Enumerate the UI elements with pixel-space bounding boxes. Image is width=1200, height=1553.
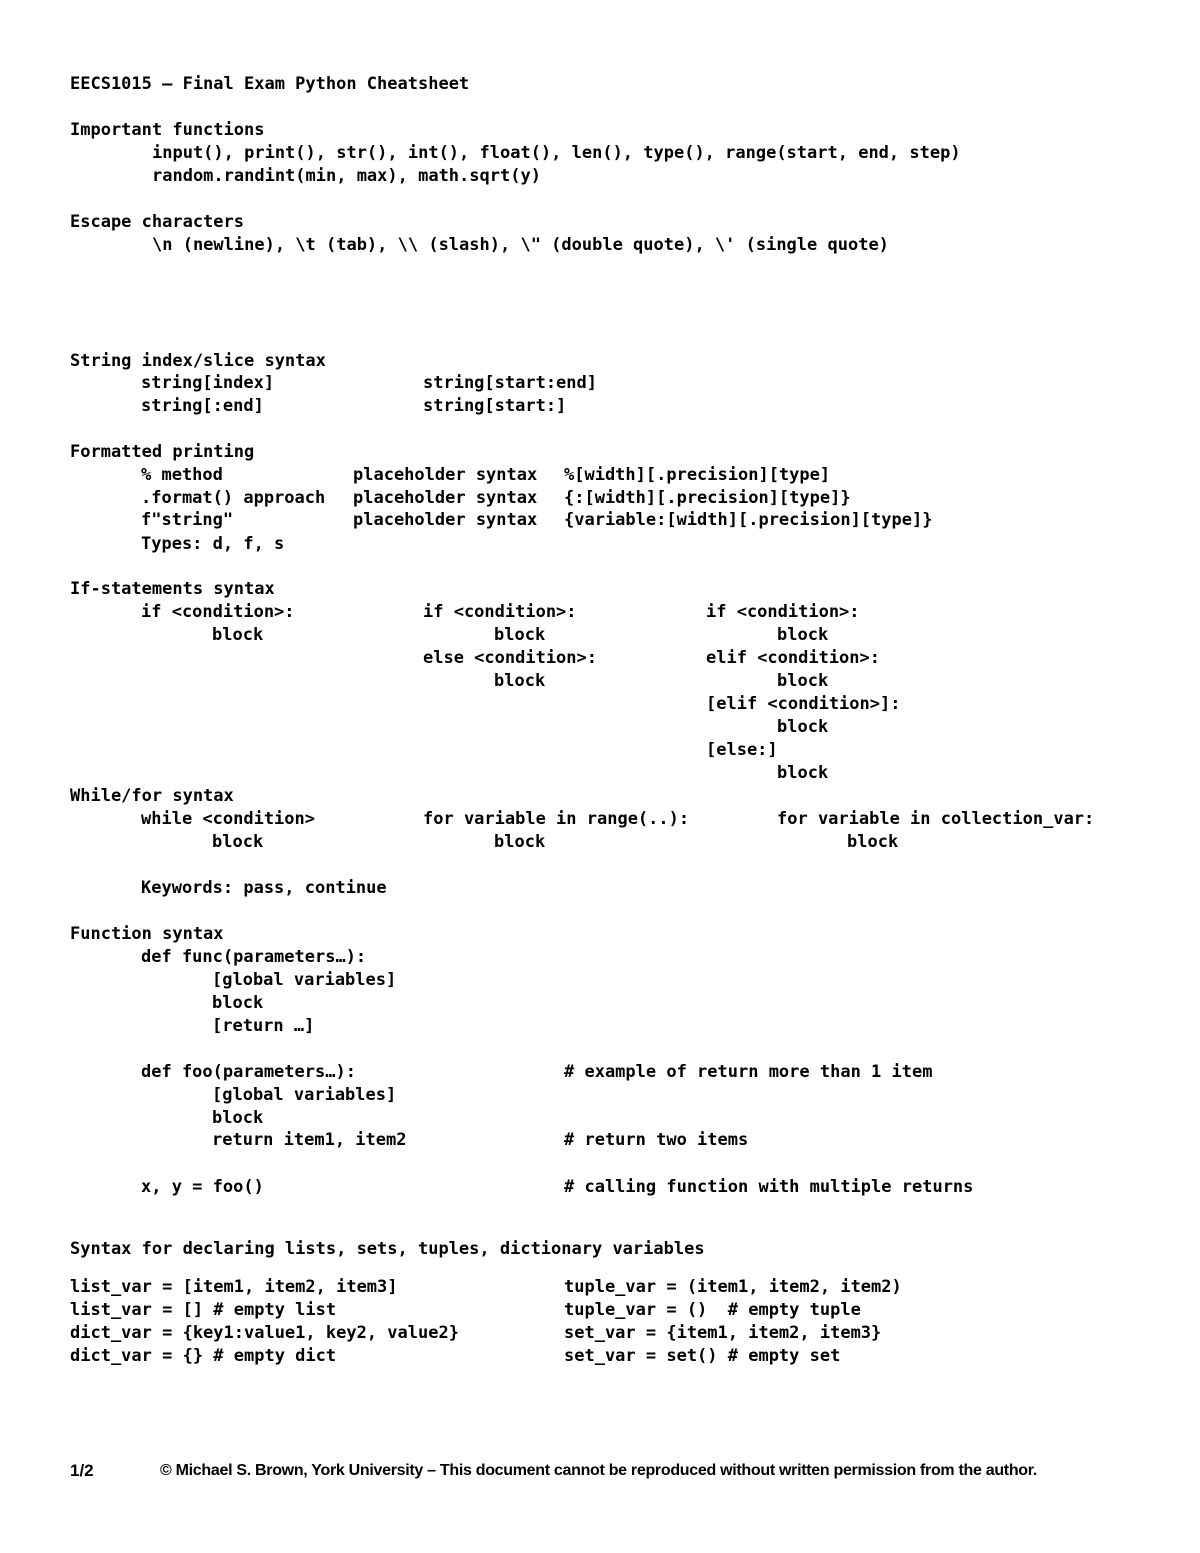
if-col1-line: block bbox=[212, 625, 264, 645]
string-slice-heading: String index/slice syntax bbox=[70, 351, 326, 371]
format-syntax-format: {:[width][.precision][type]} bbox=[564, 488, 851, 508]
function-syntax-heading: Function syntax bbox=[70, 924, 224, 944]
escape-characters-line: \n (newline), \t (tab), \\ (slash), \" (double quote), \' (single quote) bbox=[152, 235, 889, 255]
format-syntax-fstring: {variable:[width][.precision][type]} bbox=[564, 510, 933, 530]
loop-keywords: Keywords: pass, continue bbox=[141, 878, 387, 898]
format-syntax-percent: %[width][.precision][type] bbox=[564, 465, 831, 485]
escape-characters-heading: Escape characters bbox=[70, 212, 244, 232]
format-label-fstring: placeholder syntax bbox=[353, 510, 538, 530]
def-foo-line: block bbox=[212, 1108, 264, 1128]
string-slice-end: string[:end] bbox=[141, 396, 264, 416]
if-col3-line: block bbox=[777, 625, 829, 645]
for-range-line: for variable in range(..): bbox=[423, 809, 690, 829]
function-call-line: x, y = foo() bbox=[141, 1177, 264, 1197]
string-slice-start: string[start:] bbox=[423, 396, 567, 416]
if-col3-line: block bbox=[777, 763, 829, 783]
string-slice-start-end: string[start:end] bbox=[423, 373, 597, 393]
format-method-percent: % method bbox=[141, 465, 223, 485]
if-col2-line: if <condition>: bbox=[423, 602, 577, 622]
if-col3-line: elif <condition>: bbox=[706, 648, 880, 668]
for-collection-line: for variable in collection_var: bbox=[777, 809, 1095, 829]
if-col1-line: if <condition>: bbox=[141, 602, 295, 622]
format-label-percent: placeholder syntax bbox=[353, 465, 538, 485]
if-col2-line: block bbox=[494, 671, 546, 691]
def-foo-line: return item1, item2 bbox=[212, 1130, 407, 1150]
function-call-comment: # calling function with multiple returns bbox=[564, 1177, 974, 1197]
collections-left-line: list_var = [item1, item2, item3] bbox=[70, 1277, 398, 1297]
format-method-fstring: f"string" bbox=[141, 510, 234, 530]
page-title: EECS1015 – Final Exam Python Cheatsheet bbox=[70, 74, 470, 94]
if-statements-heading: If-statements syntax bbox=[70, 579, 275, 599]
collections-right-line: set_var = set() # empty set bbox=[564, 1346, 841, 1366]
if-col3-line: block bbox=[777, 717, 829, 737]
while-col1-line: block bbox=[212, 832, 264, 852]
while-col1-line: while <condition> bbox=[141, 809, 315, 829]
copyright-notice: © Michael S. Brown, York University – This document cannot be reproduced without written permission from the author. bbox=[160, 1462, 1037, 1479]
def-func-line: def func(parameters…): bbox=[141, 947, 367, 967]
important-functions-line-1: input(), print(), str(), int(), float(), len(), type(), range(start, end, step) bbox=[152, 143, 961, 163]
collections-right-line: tuple_var = (item1, item2, item2) bbox=[564, 1277, 902, 1297]
string-slice-index: string[index] bbox=[141, 373, 275, 393]
collections-left-line: list_var = [] # empty list bbox=[70, 1300, 337, 1320]
collections-right-line: set_var = {item1, item2, item3} bbox=[564, 1323, 882, 1343]
for-range-line: block bbox=[494, 832, 546, 852]
formatted-printing-heading: Formatted printing bbox=[70, 442, 255, 462]
def-func-line: [return …] bbox=[212, 1016, 315, 1036]
collections-heading: Syntax for declaring lists, sets, tuples, dictionary variables bbox=[70, 1239, 705, 1259]
collections-left-line: dict_var = {} # empty dict bbox=[70, 1346, 337, 1366]
important-functions-line-2: random.randint(min, max), math.sqrt(y) bbox=[152, 166, 541, 186]
collections-left-line: dict_var = {key1:value1, key2, value2} bbox=[70, 1323, 459, 1343]
important-functions-heading: Important functions bbox=[70, 120, 265, 140]
format-method-format: .format() approach bbox=[141, 488, 326, 508]
def-foo-comment: # example of return more than 1 item bbox=[564, 1062, 933, 1082]
def-foo-line: [global variables] bbox=[212, 1085, 397, 1105]
if-col3-line: if <condition>: bbox=[706, 602, 860, 622]
def-foo-line: def foo(parameters…): bbox=[141, 1062, 356, 1082]
if-col3-line: [elif <condition>]: bbox=[706, 694, 901, 714]
if-col2-line: block bbox=[494, 625, 546, 645]
if-col3-line: block bbox=[777, 671, 829, 691]
if-col3-line: [else:] bbox=[706, 740, 778, 760]
while-for-heading: While/for syntax bbox=[70, 786, 234, 806]
page-number: 1/2 bbox=[70, 1461, 94, 1480]
format-types: Types: d, f, s bbox=[141, 534, 285, 554]
def-func-line: block bbox=[212, 993, 264, 1013]
def-foo-return-comment: # return two items bbox=[564, 1130, 749, 1150]
format-label-format: placeholder syntax bbox=[353, 488, 538, 508]
collections-right-line: tuple_var = () # empty tuple bbox=[564, 1300, 861, 1320]
if-col2-line: else <condition>: bbox=[423, 648, 597, 668]
def-func-line: [global variables] bbox=[212, 970, 397, 990]
for-collection-line: block bbox=[847, 832, 899, 852]
